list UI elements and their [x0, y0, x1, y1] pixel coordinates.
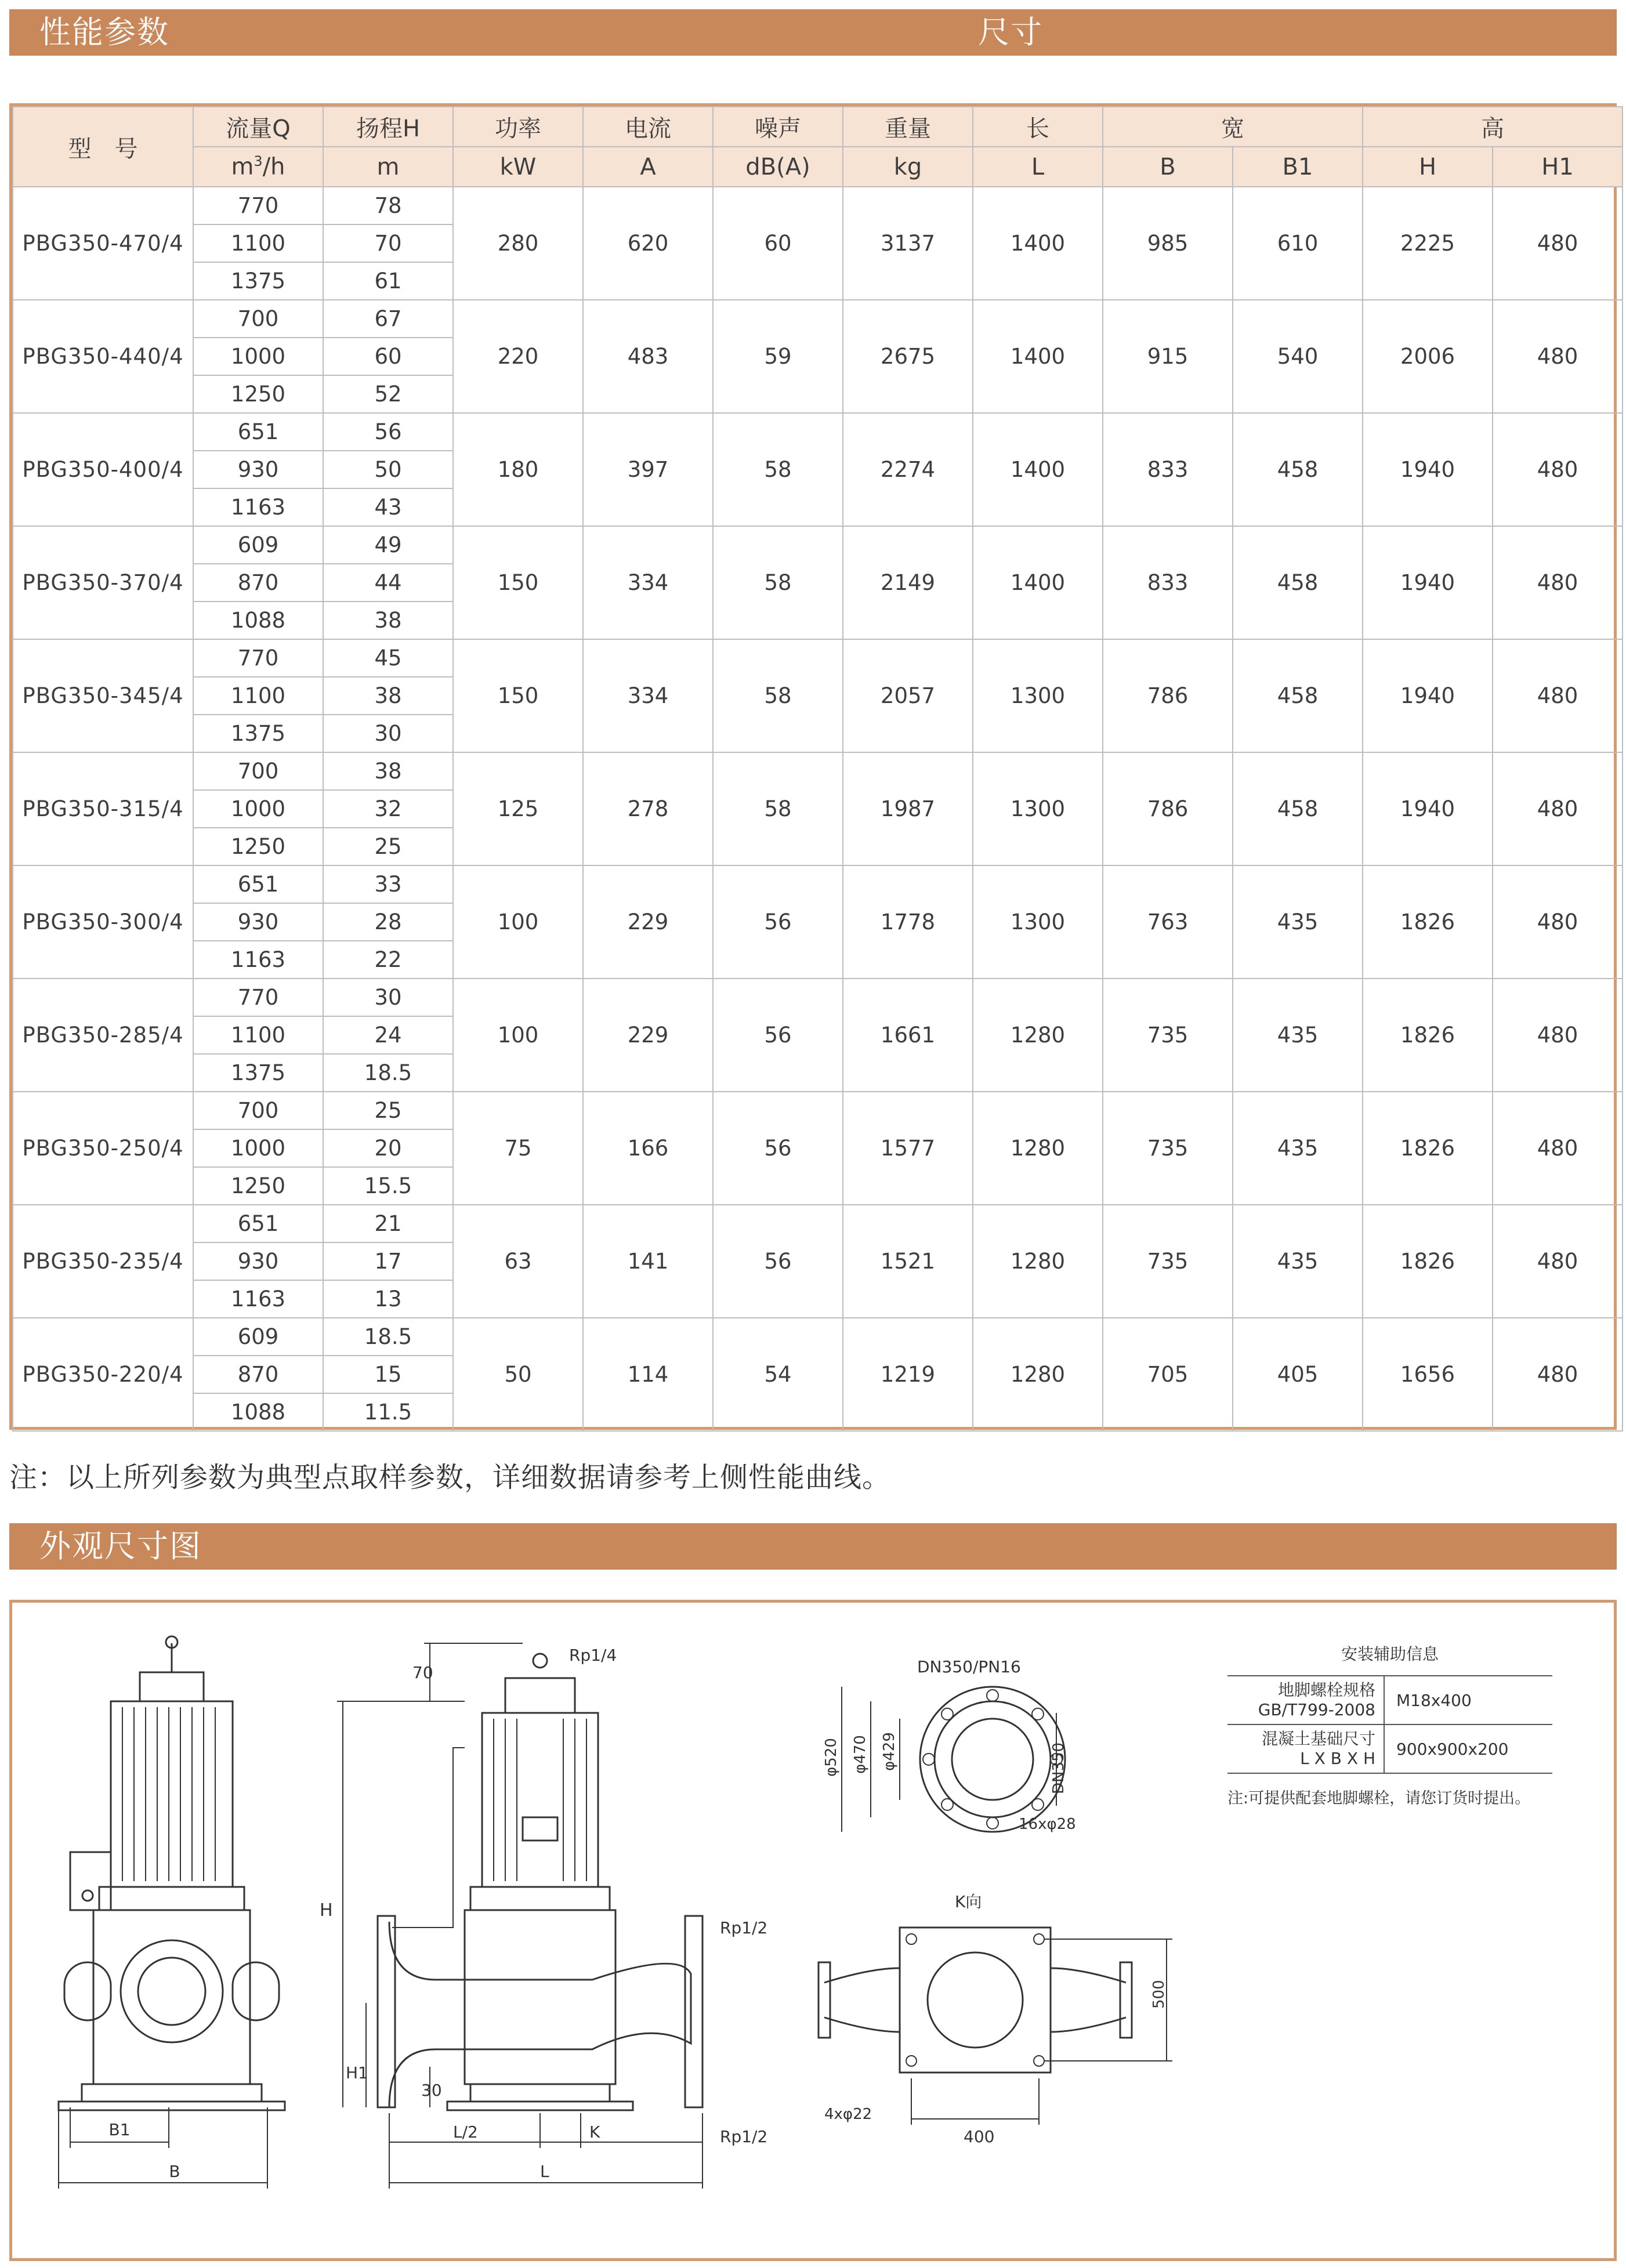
b-cell: 833: [1103, 413, 1233, 526]
model-cell: PBG350-315/4: [13, 752, 193, 865]
weight-cell: 2149: [843, 526, 973, 639]
head-cell: 56: [323, 413, 453, 451]
flow-cell: 609: [193, 1318, 323, 1356]
noise-cell: 58: [713, 526, 843, 639]
l-cell: 1300: [973, 865, 1103, 979]
dim-400: 400: [964, 2127, 995, 2146]
head-cell: 33: [323, 865, 453, 903]
head-cell: 30: [323, 715, 453, 752]
h1-cell: 480: [1493, 1092, 1623, 1205]
h1-cell: 480: [1493, 979, 1623, 1092]
l-cell: 1400: [973, 413, 1103, 526]
header-length: 长: [973, 107, 1103, 147]
header-power: 功率: [453, 107, 583, 147]
table-row: [13, 300, 1623, 338]
power-cell: 220: [453, 300, 583, 413]
flow-cell: 870: [193, 564, 323, 602]
header-height: 高: [1363, 107, 1623, 147]
head-cell: 45: [323, 639, 453, 677]
b1-cell: 540: [1233, 300, 1363, 413]
power-cell: 280: [453, 187, 583, 300]
current-cell: 620: [583, 187, 713, 300]
flow-cell: 1100: [193, 224, 323, 262]
side-view-pump: [59, 1636, 285, 2189]
table-row: [13, 413, 1623, 451]
flow-cell: 609: [193, 526, 323, 564]
flow-cell: 1000: [193, 338, 323, 375]
l-cell: 1300: [973, 639, 1103, 752]
weight-cell: 3137: [843, 187, 973, 300]
model-cell: PBG350-470/4: [13, 187, 193, 300]
b1-cell: 435: [1233, 1092, 1363, 1205]
head-cell: 50: [323, 451, 453, 488]
noise-cell: 56: [713, 1092, 843, 1205]
model-cell: PBG350-300/4: [13, 865, 193, 979]
flow-cell: 1375: [193, 715, 323, 752]
l-cell: 1400: [973, 300, 1103, 413]
b1-cell: 435: [1233, 979, 1363, 1092]
install-info: [1227, 1642, 1599, 1808]
header-current: 电流: [583, 107, 713, 147]
head-cell: 70: [323, 224, 453, 262]
l-cell: 1280: [973, 979, 1103, 1092]
header-model: 型 号: [13, 107, 193, 187]
b1-cell: 458: [1233, 752, 1363, 865]
unit-B: B: [1103, 147, 1233, 187]
flow-cell: 1100: [193, 677, 323, 715]
appearance-header-bar: [9, 1523, 1617, 1570]
flow-cell: 1163: [193, 488, 323, 526]
head-cell: 61: [323, 262, 453, 300]
dim-30: 30: [421, 2081, 442, 2100]
flow-cell: 770: [193, 187, 323, 224]
noise-cell: 56: [713, 1205, 843, 1318]
header-head: 扬程H: [323, 107, 453, 147]
head-cell: 15.5: [323, 1167, 453, 1205]
head-cell: 60: [323, 338, 453, 375]
dim-phi520: φ520: [823, 1738, 840, 1777]
model-cell: PBG350-220/4: [13, 1318, 193, 1431]
dim-H: H: [320, 1900, 333, 1921]
install-key-foundation: 混凝土基础尺寸 L X B X H: [1227, 1724, 1384, 1773]
l-cell: 1300: [973, 752, 1103, 865]
dim-70: 70: [412, 1663, 433, 1682]
flange-view: [823, 1657, 1076, 1833]
h-cell: 1826: [1363, 1092, 1493, 1205]
power-cell: 150: [453, 526, 583, 639]
head-cell: 38: [323, 677, 453, 715]
head-cell: 11.5: [323, 1393, 453, 1431]
table-row: [13, 1092, 1623, 1129]
install-footnote: 注:可提供配套地脚螺栓，请您订货时提出。: [1227, 1789, 1531, 1807]
parameter-table: [12, 106, 1623, 1432]
flow-cell: 770: [193, 979, 323, 1016]
flow-cell: 1000: [193, 790, 323, 828]
dim-H1: H1: [346, 2063, 368, 2082]
b1-cell: 610: [1233, 187, 1363, 300]
h1-cell: 480: [1493, 300, 1623, 413]
head-cell: 18.5: [323, 1054, 453, 1092]
label-anchor-bolts: 4xφ22: [824, 2106, 872, 2123]
h-cell: 1940: [1363, 413, 1493, 526]
unit-head: m: [323, 147, 453, 187]
head-cell: 49: [323, 526, 453, 564]
header-width: 宽: [1103, 107, 1363, 147]
k-view: [819, 1892, 1172, 2146]
unit-H1: H1: [1493, 147, 1623, 187]
h1-cell: 480: [1493, 526, 1623, 639]
current-cell: 141: [583, 1205, 713, 1318]
flow-cell: 1163: [193, 1280, 323, 1318]
head-cell: 25: [323, 1092, 453, 1129]
flow-cell: 870: [193, 1356, 323, 1393]
dim-B1: B1: [108, 2120, 131, 2139]
h-cell: 2006: [1363, 300, 1493, 413]
b1-cell: 435: [1233, 1205, 1363, 1318]
dim-L2: L/2: [453, 2122, 478, 2142]
model-cell: PBG350-285/4: [13, 979, 193, 1092]
power-cell: 75: [453, 1092, 583, 1205]
b1-cell: 458: [1233, 526, 1363, 639]
head-cell: 38: [323, 752, 453, 790]
head-cell: 25: [323, 828, 453, 865]
flow-cell: 700: [193, 300, 323, 338]
head-cell: 18.5: [323, 1318, 453, 1356]
model-cell: PBG350-235/4: [13, 1205, 193, 1318]
flow-cell: 1375: [193, 262, 323, 300]
b1-cell: 458: [1233, 413, 1363, 526]
model-cell: PBG350-250/4: [13, 1092, 193, 1205]
current-cell: 114: [583, 1318, 713, 1431]
header-noise: 噪声: [713, 107, 843, 147]
weight-cell: 1219: [843, 1318, 973, 1431]
head-cell: 67: [323, 300, 453, 338]
noise-cell: 58: [713, 639, 843, 752]
unit-current: A: [583, 147, 713, 187]
current-cell: 278: [583, 752, 713, 865]
h1-cell: 480: [1493, 1318, 1623, 1431]
unit-H: H: [1363, 147, 1493, 187]
head-cell: 28: [323, 903, 453, 941]
head-cell: 21: [323, 1205, 453, 1242]
h-cell: 2225: [1363, 187, 1493, 300]
power-cell: 50: [453, 1318, 583, 1431]
noise-cell: 59: [713, 300, 843, 413]
flow-cell: 930: [193, 1242, 323, 1280]
parameter-table-frame: [9, 103, 1617, 1430]
unit-flow: $m^3/h$: [193, 147, 323, 187]
dim-500: 500: [1150, 1980, 1168, 2009]
h-cell: 1826: [1363, 979, 1493, 1092]
b-cell: 985: [1103, 187, 1233, 300]
unit-weight: kg: [843, 147, 973, 187]
flow-cell: 700: [193, 1092, 323, 1129]
header-flow: 流量Q: [193, 107, 323, 147]
power-cell: 150: [453, 639, 583, 752]
weight-cell: 2675: [843, 300, 973, 413]
flow-cell: 1000: [193, 1129, 323, 1167]
b-cell: 735: [1103, 1092, 1233, 1205]
unit-power: kW: [453, 147, 583, 187]
weight-cell: 1521: [843, 1205, 973, 1318]
flow-cell: 1250: [193, 828, 323, 865]
table-row: [13, 979, 1623, 1016]
install-caption: 安装辅助信息: [1341, 1644, 1439, 1664]
table-row: [13, 526, 1623, 564]
power-cell: 180: [453, 413, 583, 526]
h-cell: 1940: [1363, 526, 1493, 639]
head-cell: 78: [323, 187, 453, 224]
flow-cell: 651: [193, 865, 323, 903]
head-cell: 32: [323, 790, 453, 828]
h-cell: 1826: [1363, 1205, 1493, 1318]
h-cell: 1826: [1363, 865, 1493, 979]
b-cell: 786: [1103, 639, 1233, 752]
dim-dn350: DN350: [1050, 1742, 1067, 1794]
install-val-foundation: 900x900x200: [1384, 1724, 1552, 1773]
label-rp14: Rp1/4: [569, 1646, 617, 1665]
install-table: [1227, 1675, 1552, 1774]
flow-cell: 1250: [193, 375, 323, 413]
flow-cell: 1250: [193, 1167, 323, 1205]
weight-cell: 2274: [843, 413, 973, 526]
l-cell: 1400: [973, 187, 1103, 300]
flow-cell: 1163: [193, 941, 323, 979]
head-cell: 15: [323, 1356, 453, 1393]
install-key-bolt: 地脚螺栓规格 GB/T799-2008: [1227, 1676, 1384, 1724]
install-row: [1227, 1724, 1552, 1773]
noise-cell: 58: [713, 413, 843, 526]
unit-B1: B1: [1233, 147, 1363, 187]
model-cell: PBG350-400/4: [13, 413, 193, 526]
power-cell: 100: [453, 865, 583, 979]
h1-cell: 480: [1493, 639, 1623, 752]
head-cell: 22: [323, 941, 453, 979]
performance-title: 性能参数: [39, 14, 169, 50]
flow-cell: 930: [193, 903, 323, 941]
current-cell: 483: [583, 300, 713, 413]
l-cell: 1280: [973, 1205, 1103, 1318]
dim-K: K: [589, 2122, 600, 2142]
weight-cell: 1661: [843, 979, 973, 1092]
b-cell: 705: [1103, 1318, 1233, 1431]
head-cell: 24: [323, 1016, 453, 1054]
model-cell: PBG350-440/4: [13, 300, 193, 413]
install-val-bolt: M18x400: [1384, 1676, 1552, 1724]
head-cell: 17: [323, 1242, 453, 1280]
table-row: [13, 752, 1623, 790]
noise-cell: 54: [713, 1318, 843, 1431]
current-cell: 334: [583, 526, 713, 639]
current-cell: 397: [583, 413, 713, 526]
label-rp12-top: Rp1/2: [720, 1918, 768, 1937]
flow-cell: 651: [193, 413, 323, 451]
label-k-view: K向: [955, 1892, 982, 1911]
h1-cell: 480: [1493, 413, 1623, 526]
weight-cell: 1778: [843, 865, 973, 979]
b1-cell: 435: [1233, 865, 1363, 979]
flow-cell: 1088: [193, 1393, 323, 1431]
weight-cell: 1987: [843, 752, 973, 865]
performance-header-bar: [9, 9, 1617, 56]
l-cell: 1400: [973, 526, 1103, 639]
table-row: [13, 187, 1623, 224]
unit-noise: dB(A): [713, 147, 843, 187]
model-cell: PBG350-370/4: [13, 526, 193, 639]
current-cell: 229: [583, 865, 713, 979]
table-note: 注：以上所列参数为典型点取样参数，详细数据请参考上侧性能曲线。: [9, 1461, 891, 1494]
flow-cell: 700: [193, 752, 323, 790]
b-cell: 735: [1103, 979, 1233, 1092]
flow-cell: 1088: [193, 602, 323, 639]
appearance-title: 外观尺寸图: [39, 1528, 202, 1564]
h1-cell: 480: [1493, 1205, 1623, 1318]
flow-cell: 930: [193, 451, 323, 488]
noise-cell: 56: [713, 979, 843, 1092]
current-cell: 334: [583, 639, 713, 752]
b-cell: 786: [1103, 752, 1233, 865]
head-cell: 43: [323, 488, 453, 526]
h1-cell: 480: [1493, 865, 1623, 979]
head-cell: 52: [323, 375, 453, 413]
label-rp12-bottom: Rp1/2: [720, 2127, 768, 2146]
power-cell: 125: [453, 752, 583, 865]
front-view-pump: [320, 1643, 767, 2189]
head-cell: 44: [323, 564, 453, 602]
h1-cell: 480: [1493, 187, 1623, 300]
head-cell: 20: [323, 1129, 453, 1167]
h-cell: 1656: [1363, 1318, 1493, 1431]
current-cell: 229: [583, 979, 713, 1092]
dim-B: B: [169, 2162, 180, 2181]
noise-cell: 56: [713, 865, 843, 979]
h-cell: 1940: [1363, 752, 1493, 865]
b-cell: 763: [1103, 865, 1233, 979]
weight-cell: 1577: [843, 1092, 973, 1205]
dimension-title: 尺寸: [978, 14, 1043, 50]
flow-cell: 1100: [193, 1016, 323, 1054]
model-cell: PBG350-345/4: [13, 639, 193, 752]
flow-cell: 1375: [193, 1054, 323, 1092]
table-row: [13, 865, 1623, 903]
weight-cell: 2057: [843, 639, 973, 752]
b1-cell: 405: [1233, 1318, 1363, 1431]
l-cell: 1280: [973, 1092, 1103, 1205]
head-cell: 30: [323, 979, 453, 1016]
power-cell: 63: [453, 1205, 583, 1318]
table-row: [13, 1318, 1623, 1356]
b-cell: 915: [1103, 300, 1233, 413]
table-row: [13, 1205, 1623, 1242]
dim-phi470: φ470: [852, 1735, 869, 1774]
power-cell: 100: [453, 979, 583, 1092]
label-dn350-pn16: DN350/PN16: [917, 1657, 1021, 1676]
head-cell: 13: [323, 1280, 453, 1318]
h1-cell: 480: [1493, 752, 1623, 865]
dim-L: L: [540, 2162, 549, 2181]
head-cell: 38: [323, 602, 453, 639]
b-cell: 735: [1103, 1205, 1233, 1318]
b-cell: 833: [1103, 526, 1233, 639]
label-bolt-holes: 16xφ28: [1019, 1816, 1076, 1833]
dim-phi429: φ429: [881, 1732, 898, 1771]
l-cell: 1280: [973, 1318, 1103, 1431]
unit-L: L: [973, 147, 1103, 187]
header-weight: 重量: [843, 107, 973, 147]
current-cell: 166: [583, 1092, 713, 1205]
noise-cell: 58: [713, 752, 843, 865]
install-row: [1227, 1676, 1552, 1724]
noise-cell: 60: [713, 187, 843, 300]
table-row: [13, 639, 1623, 677]
b1-cell: 458: [1233, 639, 1363, 752]
flow-cell: 651: [193, 1205, 323, 1242]
flow-cell: 770: [193, 639, 323, 677]
h-cell: 1940: [1363, 639, 1493, 752]
